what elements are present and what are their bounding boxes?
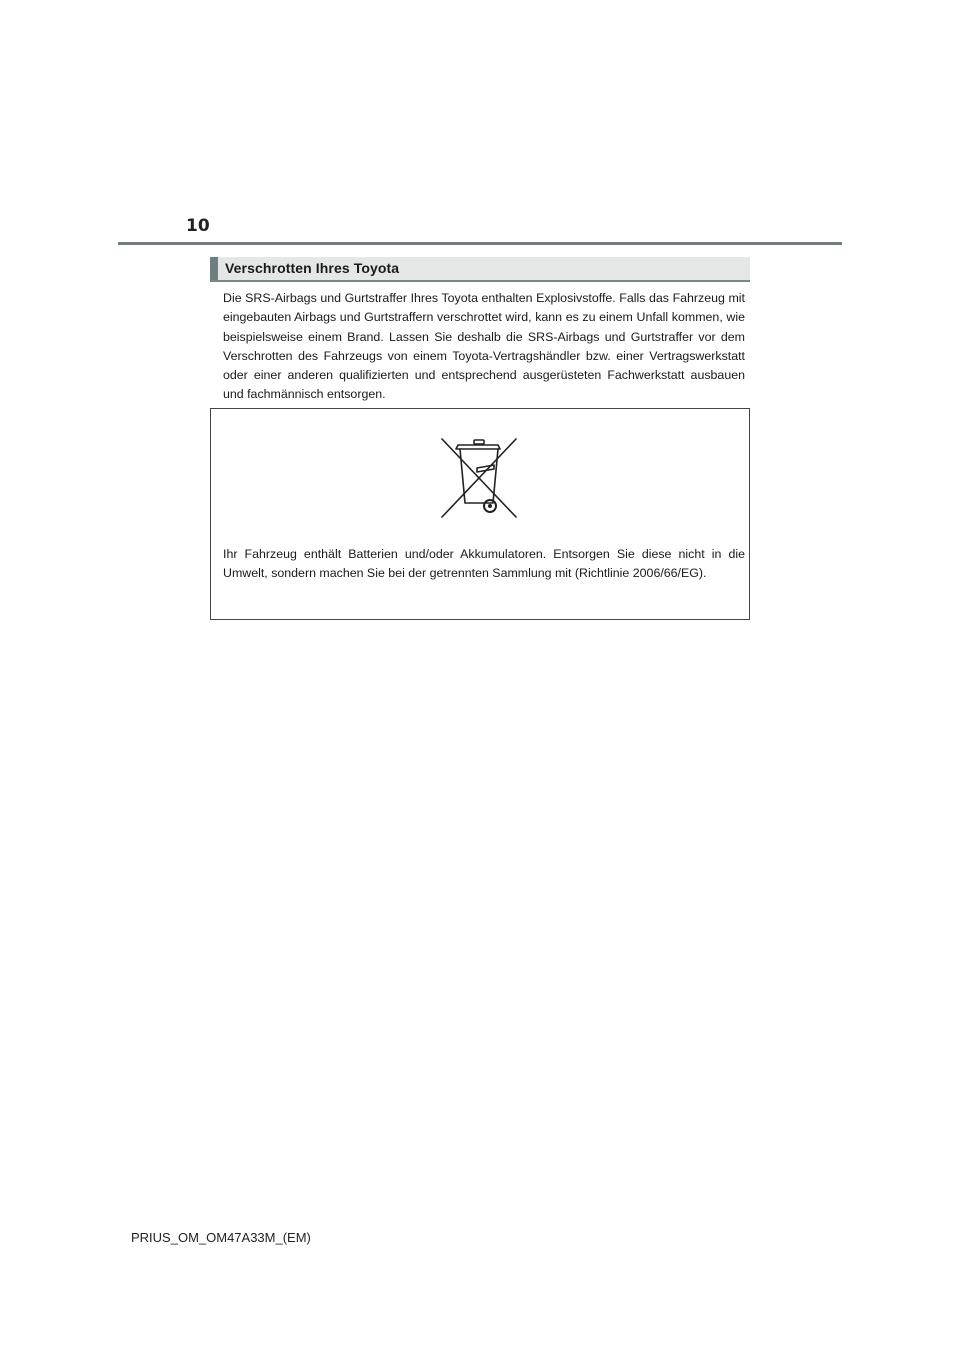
section-heading-bar: [210, 257, 218, 280]
section-title: Verschrotten Ihres Toyota: [225, 260, 400, 276]
battery-notice-text: Ihr Fahrzeug enthält Batterien und/oder Akkumulatoren. Entsorgen Sie diese nicht in die Umwelt, sondern machen Sie bei der getrennten Sammlung mit (Richtlinie 2006/66/EG).: [223, 547, 745, 581]
page-footer-code: PRIUS_OM_OM47A33M_(EM): [131, 1230, 311, 1245]
section-heading: [210, 257, 750, 282]
section-body-text: Die SRS-Airbags und Gurtstraffer Ihres Toyota enthalten Explosivstoffe. Falls das Fahrzeug mit eingebauten Airbags und Gurtstraffern verschrottet wird, kann es zu einem Unfall kommen, wie beispielsweise einem Brand. Lassen Sie deshalb die SRS-Airbags und Gurtstraffer vor dem Verschrotten des Fahrzeugs von einem Toyota-Vertragshändler bzw. einer Vertragswerkstatt oder einer anderen qualifizierten und entsprechend ausgerüsteten Fachwerkstatt ausbauen und fachmännisch entsorgen.: [223, 291, 745, 402]
page-number: 10: [186, 216, 210, 236]
header-rule: [118, 242, 842, 245]
crossed-out-wheelie-bin-icon: [440, 437, 518, 519]
